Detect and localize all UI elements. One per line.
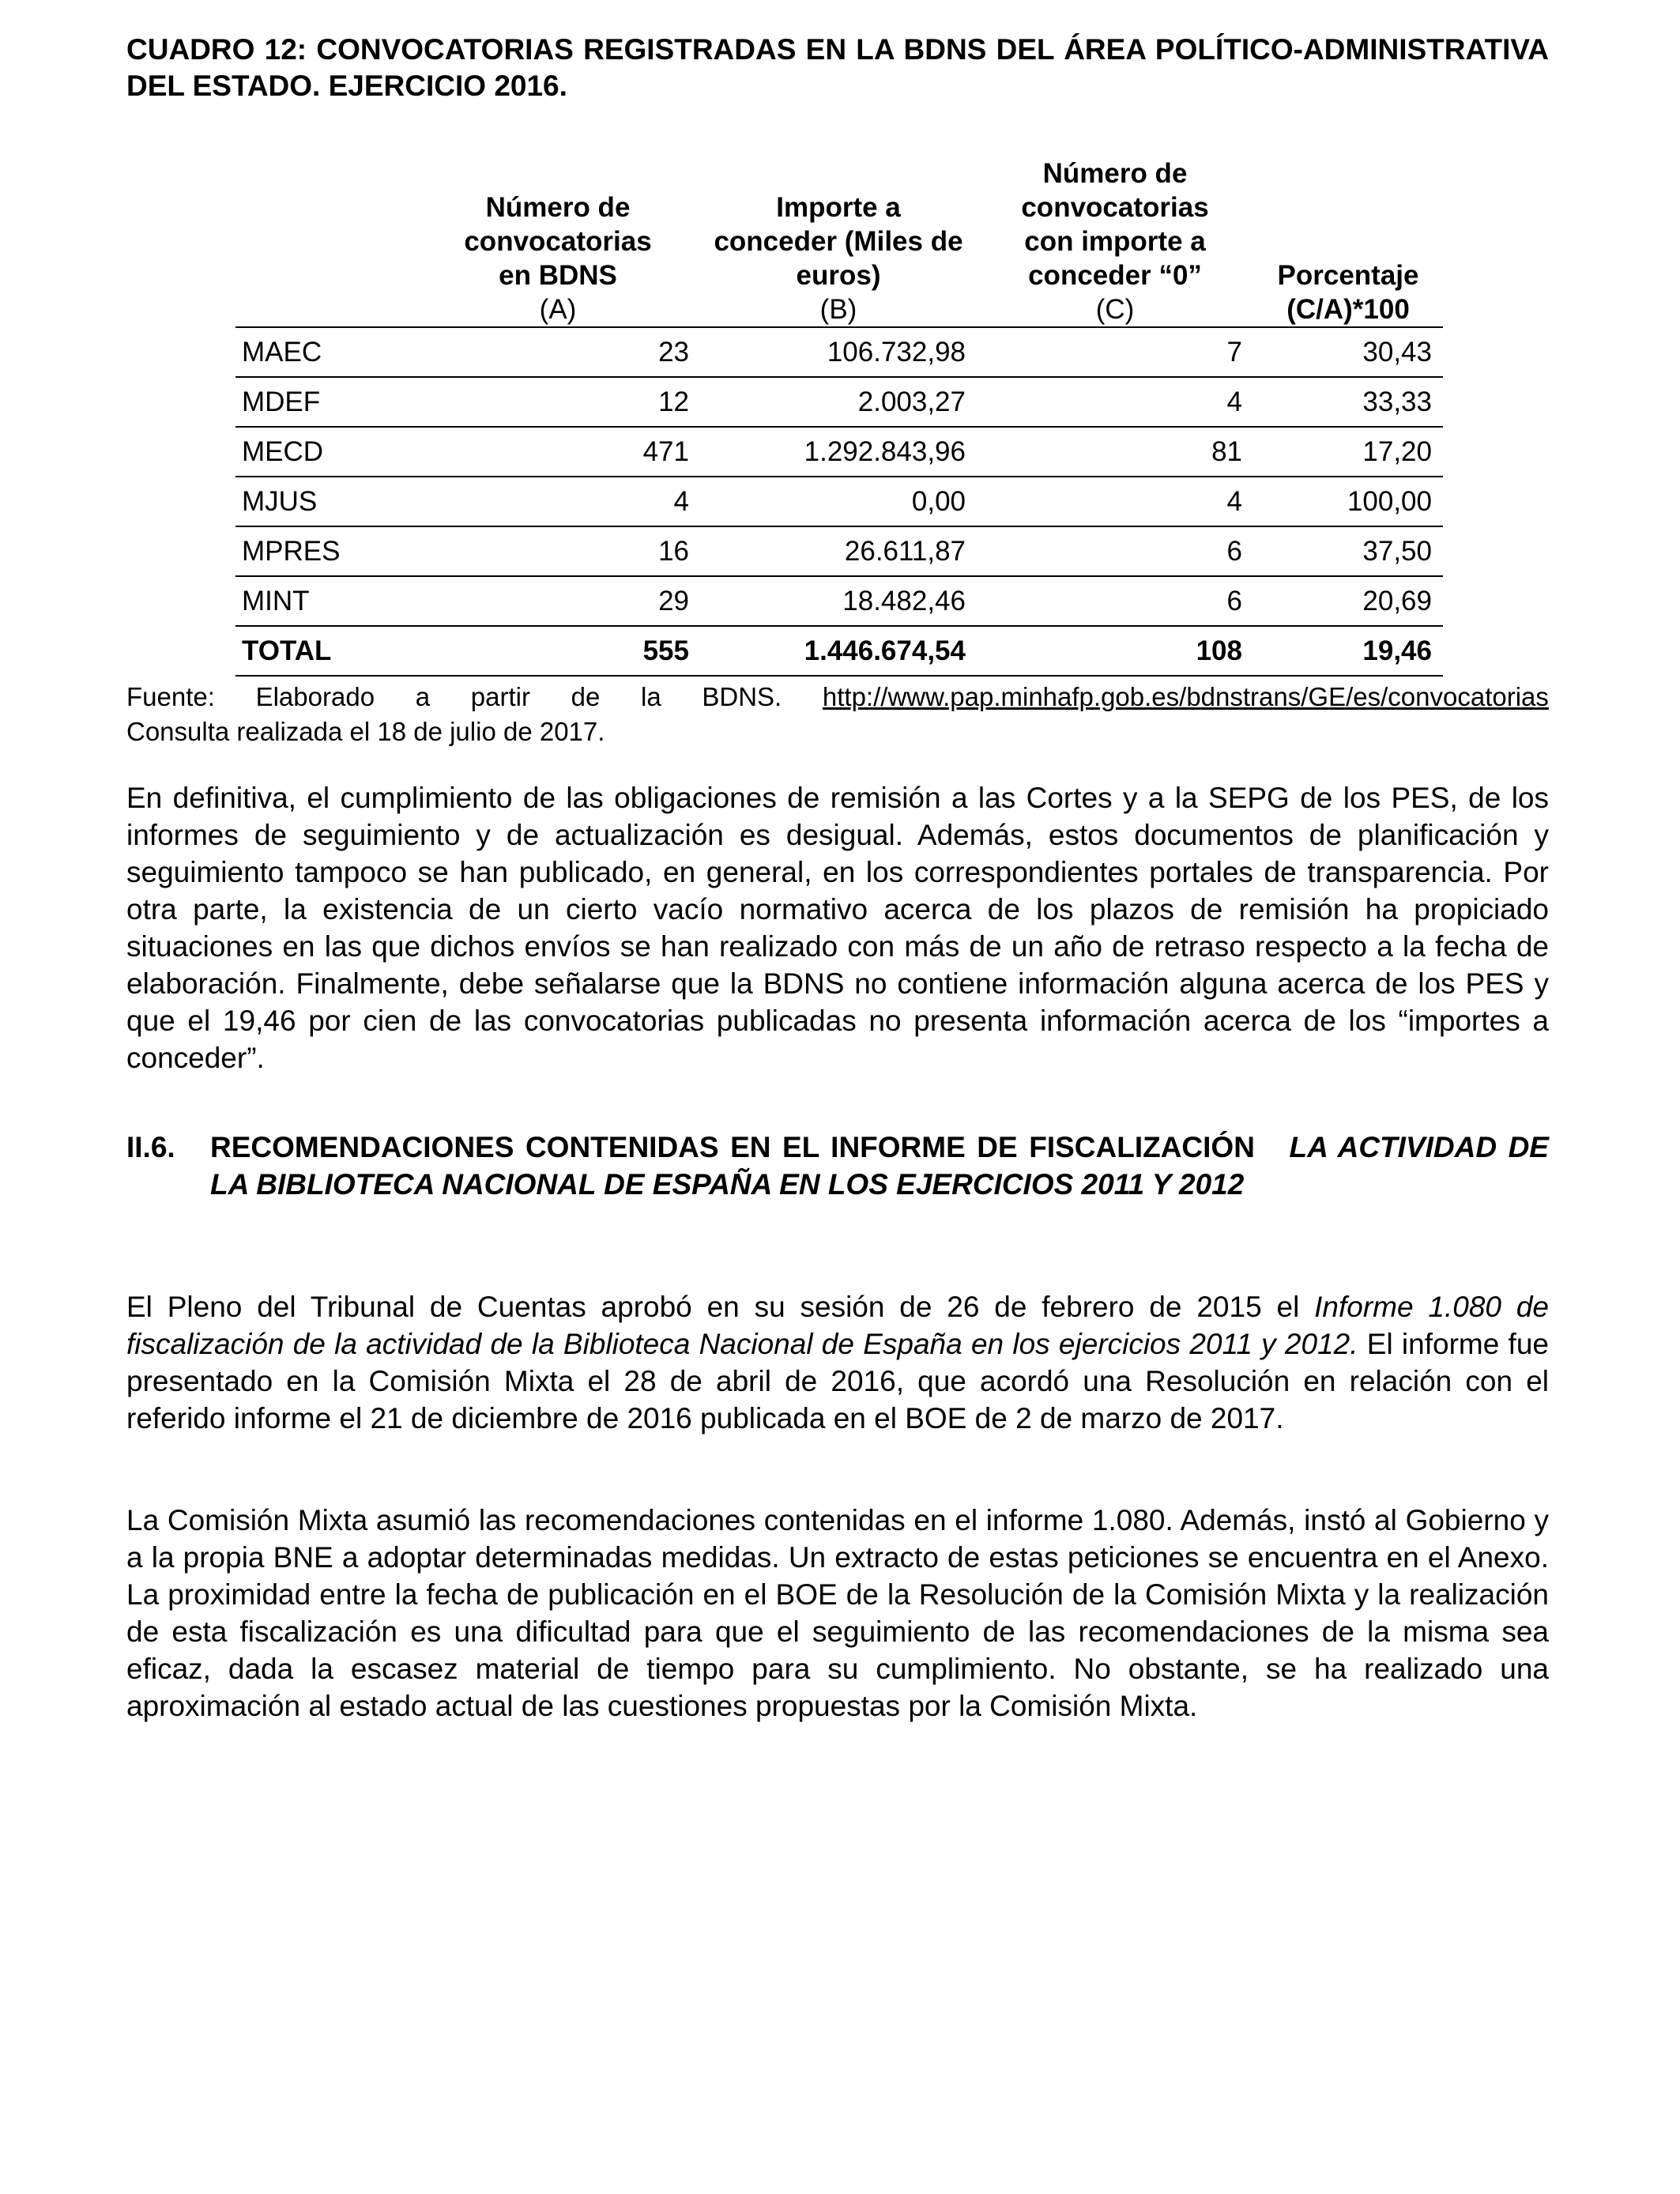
table-total-row	[235, 626, 1443, 676]
cell-b: 2.003,27	[700, 377, 977, 427]
cell-a: 471	[416, 427, 700, 477]
total-b: 1.446.674,54	[700, 626, 977, 676]
section-number: II.6.	[126, 1131, 175, 1163]
source-line: Fuente: Elaborado a partir de la BDNS. http://www.pap.minhafp.gob.es/bdnstrans/GE/es/convocatorias	[126, 680, 1549, 714]
total-label: TOTAL	[235, 626, 416, 676]
cell-pct: 100,00	[1253, 477, 1443, 526]
total-a: 555	[416, 626, 700, 676]
cell-a: 23	[416, 327, 700, 377]
total-c: 108	[977, 626, 1253, 676]
total-pct: 19,46	[1253, 626, 1443, 676]
header-col-pct: Porcentaje (C/A)*100	[1253, 156, 1443, 327]
source-link[interactable]: http://www.pap.minhafp.gob.es/bdnstrans/GE/es/convocatorias	[822, 682, 1549, 711]
cell-c: 6	[977, 526, 1253, 576]
convocatorias-table	[235, 156, 1443, 677]
cell-a: 29	[416, 576, 700, 626]
table-row	[235, 477, 1443, 526]
cell-b: 1.292.843,96	[700, 427, 977, 477]
row-name: MINT	[235, 576, 416, 626]
table-source	[126, 680, 1549, 749]
header-col-b: Importe a conceder (Miles de euros) (B)	[700, 156, 977, 327]
row-name: MAEC	[235, 327, 416, 377]
paragraph-informe: El Pleno del Tribunal de Cuentas aprobó en su sesión de 26 de febrero de 2015 el Informe 1.080 de fiscalización de la actividad de la Biblioteca Nacional de España en los ejercicios 2011 y 2012. El informe fue presentado en la Comisión Mixta el 28 de abril de 2016, que acordó una Resolución en relación con el referido informe el 21 de diciembre de 2016 publicada en el BOE de 2 de marzo de 2017.	[126, 1291, 1549, 1434]
table-caption: CUADRO 12: CONVOCATORIAS REGISTRADAS EN LA BDNS DEL ÁREA POLÍTICO-ADMINISTRATIVA DEL ESTADO. EJERCICIO 2016.	[126, 33, 1549, 102]
cell-b: 0,00	[700, 477, 977, 526]
cell-c: 4	[977, 477, 1253, 526]
cell-pct: 37,50	[1253, 526, 1443, 576]
paragraph-comision: La Comisión Mixta asumió las recomendaciones contenidas en el informe 1.080. Además, instó al Gobierno y a la propia BNE a adoptar determinadas medidas. Un extracto de estas peticiones se encuentra en el Anexo. La proximidad entre la fecha de publicación en el BOE de la Resolución de la Comisión Mixta y la realización de esta fiscalización es una dificultad para que el seguimiento de las recomendaciones de la misma sea eficaz, dada la escasez material de tiempo para su cumplimiento. No obstante, se ha realizado una aproximación al estado actual de las cuestiones propuestas por la Comisión Mixta.	[126, 1504, 1549, 1722]
cell-c: 7	[977, 327, 1253, 377]
section-heading	[126, 1129, 1549, 1203]
table-row	[235, 526, 1443, 576]
header-col-c: Número de convocatorias con importe a conceder “0” (C)	[977, 156, 1253, 327]
cell-c: 6	[977, 576, 1253, 626]
header-blank	[235, 156, 416, 327]
cell-b: 106.732,98	[700, 327, 977, 377]
table-row	[235, 327, 1443, 377]
cell-pct: 17,20	[1253, 427, 1443, 477]
row-name: MPRES	[235, 526, 416, 576]
cell-a: 12	[416, 377, 700, 427]
cell-c: 4	[977, 377, 1253, 427]
source-consulta: Consulta realizada el 18 de julio de 2017.	[126, 717, 605, 746]
cell-b: 26.611,87	[700, 526, 977, 576]
table-header-row	[235, 156, 1443, 327]
table-row	[235, 427, 1443, 477]
cell-pct: 33,33	[1253, 377, 1443, 427]
section-title: RECOMENDACIONES CONTENIDAS EN EL INFORME DE FISCALIZACIÓN LA ACTIVIDAD DE LA BIBLIOTECA NACIONAL DE ESPAÑA EN LOS EJERCICIOS 2011 Y 2012	[210, 1131, 1549, 1201]
cell-pct: 30,43	[1253, 327, 1443, 377]
cell-b: 18.482,46	[700, 576, 977, 626]
table-row	[235, 377, 1443, 427]
row-name: MDEF	[235, 377, 416, 427]
document-page	[126, 32, 1549, 1722]
row-name: MJUS	[235, 477, 416, 526]
cell-a: 4	[416, 477, 700, 526]
cell-a: 16	[416, 526, 700, 576]
header-col-a: Número de convocatorias en BDNS (A)	[416, 156, 700, 327]
paragraph-conclusion: En definitiva, el cumplimiento de las obligaciones de remisión a las Cortes y a la SEPG de los PES, de los informes de seguimiento y de actualización es desigual. Además, estos documentos de planificación y seguimiento tampoco se han publicado, en general, en los correspondientes portales de transparencia. Por otra parte, la existencia de un cierto vacío normativo acerca de los plazos de remisión ha propiciado situaciones en las que dichos envíos se han realizado con más de un año de retraso respecto a la fecha de elaboración. Finalmente, debe señalarse que la BDNS no contiene información alguna acerca de los PES y que el 19,46 por cien de las convocatorias publicadas no presenta información acerca de los “importes a conceder”.	[126, 782, 1549, 1074]
cell-pct: 20,69	[1253, 576, 1443, 626]
row-name: MECD	[235, 427, 416, 477]
table-row	[235, 576, 1443, 626]
cell-c: 81	[977, 427, 1253, 477]
